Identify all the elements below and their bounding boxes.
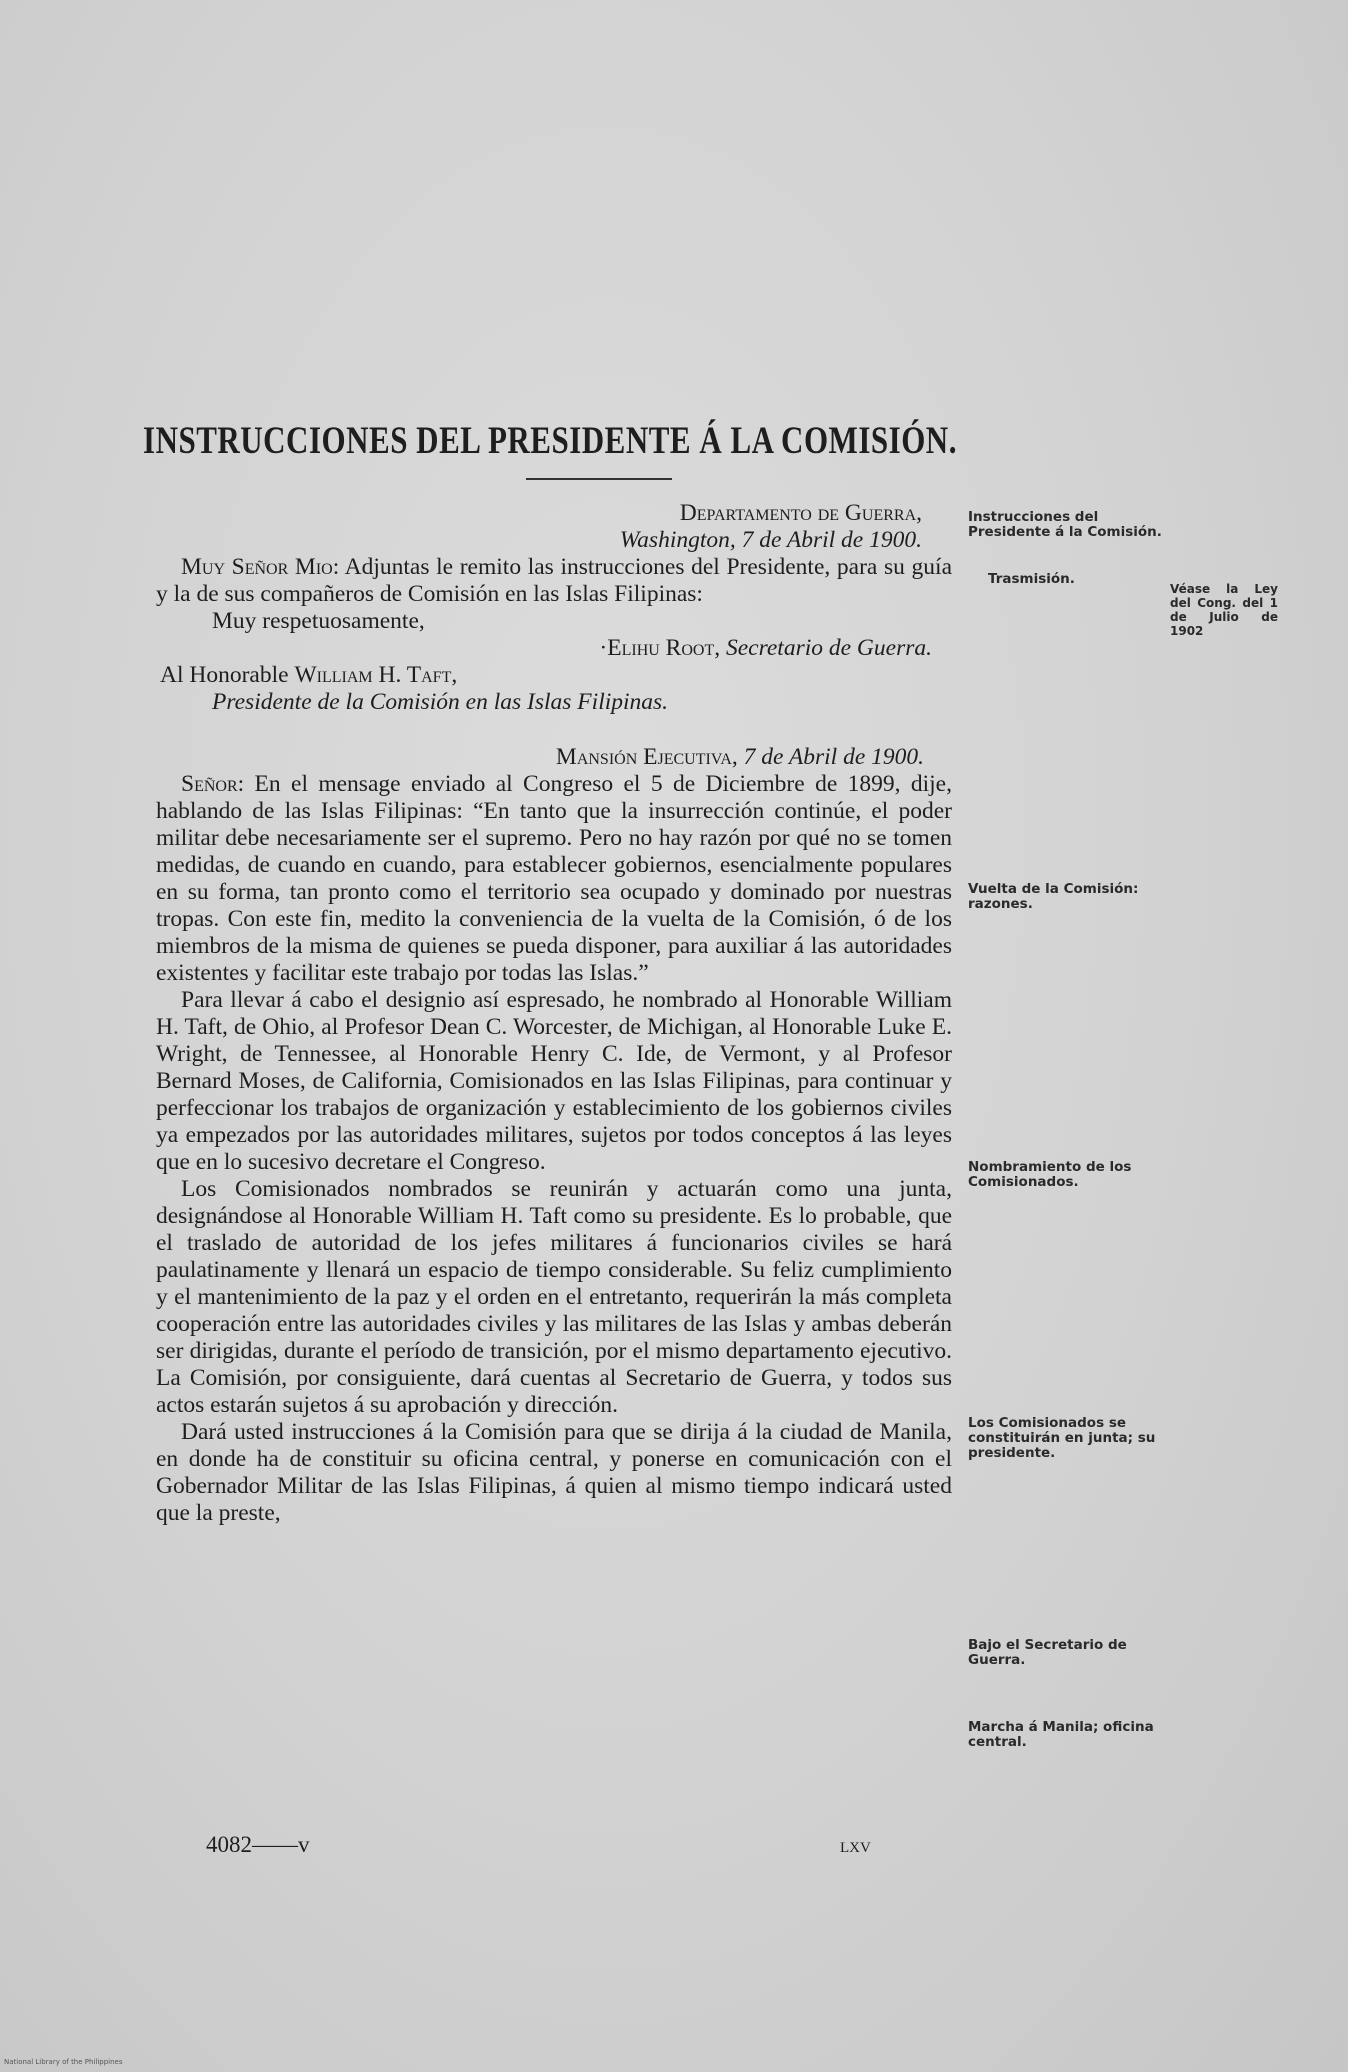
signer-name: ·Elihu Root, bbox=[599, 635, 721, 661]
margin-note-trasmision: Trasmisión. bbox=[988, 571, 1075, 587]
page-title: INSTRUCCIONES DEL PRESIDENTE Á LA COMISIÓN. bbox=[143, 418, 957, 462]
letter1-body: Adjuntas le remito las instrucciones del Presidente, para su guía y la de sus compañeros de Comisión en las Islas Filipinas: bbox=[156, 554, 952, 607]
margin-note-vuelta: Vuelta de la Comisión: razones. bbox=[968, 881, 1139, 912]
letter1-place-date: Washington, 7 de Abril de 1900. bbox=[619, 527, 922, 553]
document-body bbox=[156, 500, 952, 1527]
letter2-p1-text: En el mensage enviado al Congreso el 5 de Diciembre de 1899, dije, hablando de las Islas Filipinas: “En tanto que la insurrección continúe, el poder militar debe necesariamente ser el supremo. Pero no hay razón por qué no se tomen medidas, de cuando en cuando, para establecer gobiernos, esencialmente populares en su forma, tan pronto como el territorio sea ocupado y dominado por nuestras tropas. Con este fin, medito la conveniencia de la vuelta de la Comisión, ó de los miembros de la misma de quienes se pueda disponer, para auxiliar á las autoridades existentes y facilitar este trabajo por todas las Islas.” bbox=[156, 771, 952, 986]
letter1-addressee bbox=[156, 662, 952, 689]
title-divider bbox=[526, 478, 672, 480]
scan-credit: National Library of the Philippines bbox=[4, 2058, 123, 2066]
addressee-title: Presidente de la Comisión en las Islas Filipinas. bbox=[212, 689, 669, 715]
margin-note-instrucciones: Instrucciones del Presidente á la Comisión. bbox=[968, 509, 1162, 540]
letter1-department: Departamento de Guerra, bbox=[679, 500, 922, 526]
margin-note-bajo-secretario: Bajo el Secretario de Guerra. bbox=[968, 1637, 1127, 1668]
footer-page-roman: LXV bbox=[840, 1840, 871, 1856]
letter1-paragraph bbox=[156, 554, 952, 608]
letter2-heading bbox=[156, 744, 952, 771]
letter2-heading-date: 7 de Abril de 1900. bbox=[737, 744, 924, 770]
letter2-paragraph-2: Para llevar á cabo el designio así espresado, he nombrado al Honorable William H. Taft, de Ohio, al Profesor Dean C. Worcester, de Michigan, al Honorable Luke E. Wright, de Tennessee, al Honorable Henry C. Ide, de Vermont, y al Profesor Bernard Moses, de California, Comisionados en las Islas Filipinas, para continuar y perfeccionar los trabajos de organización y establecimiento de los gobiernos civiles ya empezados por las autoridades militares, sujetos por todos conceptos á las leyes que en lo sucesivo decretare el Congreso. bbox=[156, 987, 952, 1175]
addressee-name: William H. Taft, bbox=[294, 662, 458, 688]
margin-note-nombramiento: Nombramiento de los Comisionados. bbox=[968, 1159, 1132, 1190]
addressee-prefix: Al Honorable bbox=[160, 662, 295, 688]
letter1-salutation: Muy Señor Mio: bbox=[181, 554, 340, 580]
letter2-heading-place: Mansión Ejecutiva, bbox=[555, 744, 738, 770]
letter2-paragraph-1 bbox=[156, 771, 952, 987]
letter2-paragraph-3: Los Comisionados nombrados se reunirán y actuarán como una junta, designándose al Honorable William H. Taft como su presidente. Es lo probable, que el traslado de autoridad de los jefes militares á funcionarios civiles se hará paulatinamente y llenará un espacio de tiempo considerable. Su feliz cumplimiento y el mantenimiento de la paz y el orden en el entretanto, requerirán la más completa cooperación entre las autoridades civiles y las militares de las Islas y ambas deberán ser dirigidas, durante el período de transición, por el mismo departamento ejecutivo. La Comisión, por consiguiente, dará cuentas al Secretario de Guerra, y todos sus actos estarán sujetos á su aprobación y dirección. bbox=[156, 1176, 952, 1418]
letter2-paragraph-4: Dará usted instrucciones á la Comisión para que se dirija á la ciudad de Manila, en donde ha de constituir su oficina central, y ponerse en comunicación con el Gobernador Militar de las Islas Filipinas, á quien al mismo tiempo indicará usted que la preste, bbox=[156, 1419, 952, 1526]
margin-note-vease-ley: Véase la Ley del Cong. del 1 de Julio de 1902 bbox=[1170, 582, 1278, 638]
margin-note-junta: Los Comisionados se constituirán en junta; su presidente. bbox=[968, 1415, 1156, 1461]
letter1-signature bbox=[156, 635, 952, 662]
letter1-closing: Muy respetuosamente, bbox=[212, 608, 425, 634]
margin-note-marcha-manila: Marcha á Manila; oficina central. bbox=[968, 1719, 1154, 1750]
footer-signature-mark: 4082——v bbox=[206, 1832, 310, 1857]
signer-title: Secretario de Guerra. bbox=[720, 635, 932, 661]
letter2-salutation: Señor: bbox=[181, 771, 245, 797]
